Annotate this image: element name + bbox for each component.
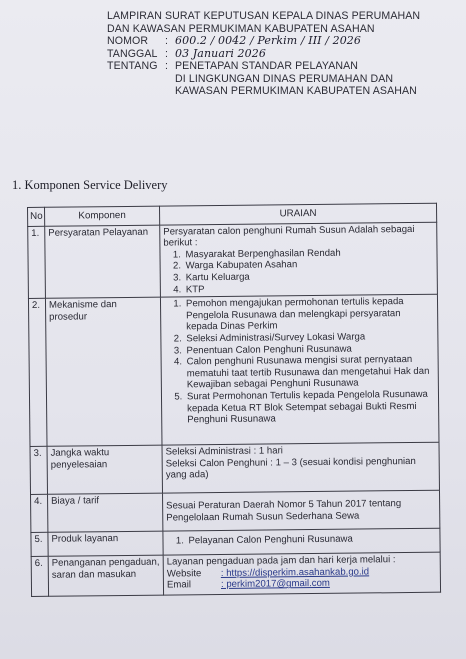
tentang-line-2: DI LINGKUNGAN DINAS PERUMAHAN DAN — [175, 72, 394, 85]
table-row — [28, 222, 438, 299]
table-row — [31, 552, 440, 596]
row-uraian — [160, 294, 439, 445]
row-komponen: Produk layanan — [48, 531, 163, 556]
header-title-line-2: DAN KAWASAN PERMUKIMAN KABUPATEN ASAHAN — [107, 22, 375, 35]
tentang-line-3: KAWASAN PERMUKIMAN KABUPATEN ASAHAN — [175, 85, 417, 97]
row-number: 3. — [30, 446, 48, 494]
list-item: 5. Surat Permohonan Tertulis kepada Pengelola Rusunawa kepada Ketua RT Blok Setempat sebagai Bukti Resmi Penghuni Rusunawa — [185, 389, 435, 426]
list-item: 1. Pemohon mengajukan permohonan tertulis kepada Pengelola Rusunawa dan melengkapi persyaratan kepada Dinas Perkim — [184, 296, 434, 333]
list-item: 1. Masyarakat Berpenghasilan Rendah — [183, 247, 433, 261]
list-item: 4. KTP — [184, 281, 434, 295]
list-item: 2. Warga Kabupaten Asahan — [184, 258, 434, 272]
service-delivery-table — [27, 203, 441, 597]
nomor-value: 600.2 / 0042 / Perkim / III / 2026 — [175, 34, 362, 47]
nomor-colon: : — [165, 35, 169, 47]
list-item: 4. Calon penghuni Rusunawa mengisi surat pernyataan mematuhi taat tertib Rusunawa dan mengetahui Hak dan Kewajiban sebagai Penghuni Rusunawa — [185, 354, 435, 391]
tentang-line-1: PENETAPAN STANDAR PELAYANAN — [175, 60, 359, 72]
uraian-intro: Persyaratan calon penghuni Rumah Susun Adalah sebagai berikut : — [163, 223, 415, 249]
section-title: 1. Komponen Service Delivery — [12, 178, 168, 192]
tanggal-label: TANGGAL — [107, 47, 158, 60]
row-uraian — [162, 442, 439, 493]
tentang-label: TENTANG — [107, 60, 158, 72]
row-uraian — [160, 222, 438, 297]
table-row — [28, 294, 439, 446]
header-no: No — [28, 207, 45, 226]
tanggal-colon: : — [165, 47, 169, 60]
list-item: 1. Pelayanan Calon Penghuni Rusunawa — [186, 533, 436, 547]
row-number: 2. — [28, 298, 47, 446]
tentang-value — [175, 60, 447, 98]
header-title-line-1: LAMPIRAN SURAT KEPUTUSAN KEPALA DINAS PERUMAHAN — [107, 10, 421, 22]
header-meta-tentang — [107, 60, 447, 98]
nomor-label: NOMOR — [107, 35, 149, 47]
uraian-line-2: Seleksi Calon Penghuni : 1 – 3 (sesuai kondisi penghunian yang ada) — [165, 455, 416, 481]
list-item: 3. Kartu Keluarga — [184, 270, 434, 284]
row-komponen: Mekanisme dan prosedur — [45, 297, 162, 446]
uraian-text: Sesuai Peraturan Daerah Nomor 5 Tahun 2017 tentang Pengelolaan Rumah Susun Sederhana Sewa — [166, 498, 402, 524]
tentang-colon: : — [165, 60, 169, 72]
row-number: 6. — [31, 556, 48, 596]
row-uraian — [163, 490, 440, 531]
table-row — [31, 490, 440, 532]
website-label: Website — [166, 567, 202, 580]
row-komponen: Penanganan pengaduan, saran dan masukan — [48, 555, 163, 596]
email-label: Email — [166, 579, 192, 591]
uraian-intro: Layanan pengaduan pada jam dan hari kerja melalui : — [166, 554, 396, 568]
email-link[interactable]: : perkim2017@gmail.com — [220, 578, 330, 591]
header-uraian: URAIAN — [159, 203, 436, 224]
row-number: 1. — [28, 226, 46, 299]
email-row — [167, 577, 437, 591]
table-row — [30, 442, 439, 494]
list-item: 2. Seleksi Administrasi/Survey Lokasi Warga — [184, 331, 434, 345]
list-item: 3. Penentuan Calon Penghuni Rusunawa — [184, 342, 434, 356]
website-link[interactable]: : https://disperkim.asahankab.go.id — [220, 566, 370, 579]
header-komponen: Komponen — [45, 206, 160, 226]
row-komponen: Persyaratan Pelayanan — [45, 225, 161, 299]
document-header — [107, 10, 447, 98]
header-meta-nomor — [107, 35, 447, 48]
row-number: 5. — [31, 532, 48, 556]
row-uraian — [163, 552, 440, 595]
row-uraian — [163, 528, 440, 555]
row-number: 4. — [31, 494, 48, 532]
uraian-line-1: Seleksi Administrasi : 1 hari — [165, 445, 283, 458]
row-komponen: Biaya / tarif — [48, 493, 163, 532]
tanggal-value: 03 Januari 2026 — [175, 46, 266, 60]
row-komponen: Jangka waktu penyelesaian — [47, 445, 162, 494]
header-meta-tanggal — [107, 48, 447, 61]
